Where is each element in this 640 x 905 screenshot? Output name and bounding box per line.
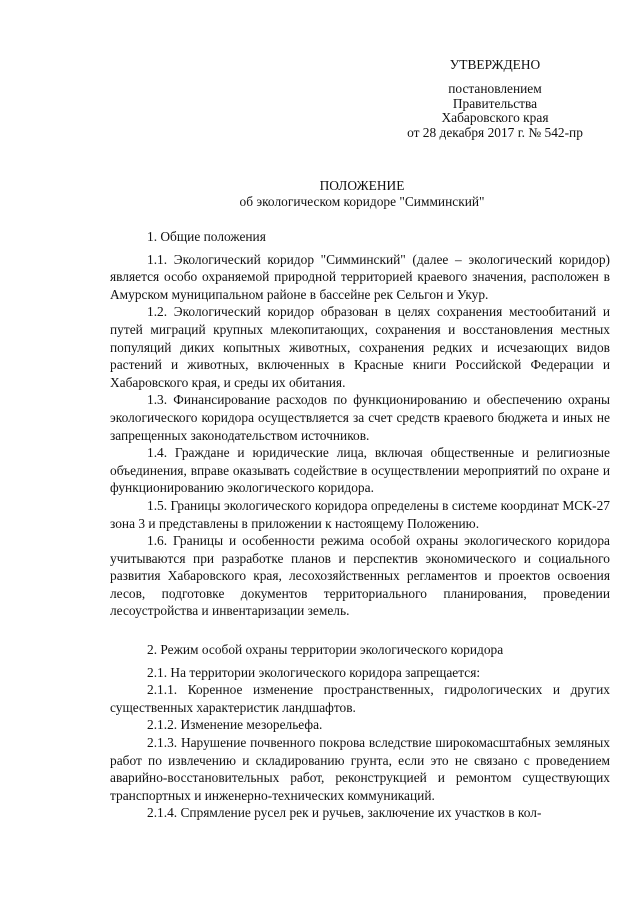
approval-stamp bbox=[388, 58, 602, 140]
paragraph: 2.1.1. Коренное изменение пространственных, гидрологических и других существенных характеристик ландшафтов. bbox=[110, 682, 610, 715]
document-subtitle: об экологическом коридоре "Симминский" bbox=[239, 194, 485, 209]
paragraph: 1.5. Границы экологического коридора определены в системе координат МСК-27 зона 3 и представлены в приложении к настоящему Положению. bbox=[110, 497, 610, 531]
approval-date: от 28 декабря 2017 г. № 542-пр bbox=[407, 124, 583, 140]
paragraph: 2.1. На территории экологического коридора запрещается: bbox=[147, 664, 481, 680]
paragraph: 1.3. Финансирование расходов по функционированию и обеспечению охраны экологического коридора осуществляется за счет средств краевого бюджета и иных не запрещенных законодательством источников. bbox=[110, 392, 610, 443]
paragraph: 2.1.4. Спрямление русел рек и ручьев, заключение их участков в кол- bbox=[147, 805, 542, 821]
approval-line: постановлением bbox=[448, 81, 542, 97]
paragraph: 2.1.3. Нарушение почвенного покрова вследствие широкомасштабных земляных работ по извлечению и складированию грунта, если это не связано с проведением аварийно-восстановительных работ, реконструкцией и ремонтом существующих транспортных и инженерно-технических коммуникаций. bbox=[110, 735, 610, 803]
document-title: ПОЛОЖЕНИЕ bbox=[319, 178, 405, 193]
approval-line: Правительства bbox=[452, 95, 538, 111]
section-heading: 2. Режим особой охраны территории экологического коридора bbox=[147, 642, 504, 658]
section-heading: 1. Общие положения bbox=[147, 229, 266, 244]
approval-heading: УТВЕРЖДЕНО bbox=[449, 57, 541, 72]
paragraph: 1.1. Экологический коридор "Симминский" (далее – экологический коридор) является особо охраняемой природной территорией краевого значения, расположен в Амурском муниципальном районе в бассейне рек Сельгон и Укур. bbox=[110, 251, 610, 302]
paragraph: 1.6. Границы и особенности режима особой охраны экологического коридора учитываются при разработке планов и перспектив экономического и социального развития Хабаровского края, лесохозяйственных регламентов и проектов освоения лесов, подготовке документов территориального планирования, проведении лесоустройства и инвентаризации земель. bbox=[110, 533, 610, 619]
paragraph: 1.2. Экологический коридор образован в целях сохранения местообитаний и путей миграций крупных млекопитающих, сохранения и восстановления местных популяций диких копытных животных, сохранения редких и исчезающих видов растений и животных, включенных в Красные книги Российской Федерации и Хабаровского края, и среды их обитания. bbox=[110, 304, 610, 390]
paragraph: 1.4. Граждане и юридические лица, включая общественные и религиозные объединения, вправе оказывать содействие в осуществлении мероприятий по охране и функционированию экологического коридора. bbox=[110, 445, 610, 496]
paragraph: 2.1.2. Изменение мезорельефа. bbox=[147, 717, 323, 733]
document-body bbox=[110, 228, 610, 822]
approval-line: Хабаровского края bbox=[441, 110, 549, 126]
